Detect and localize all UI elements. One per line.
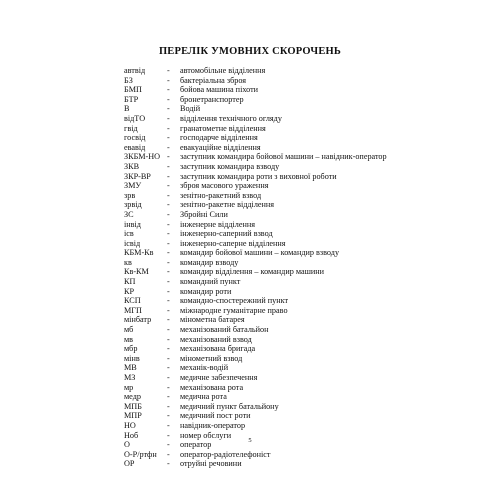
abbreviation-dash: - bbox=[167, 209, 170, 219]
abbreviation-term: зрв bbox=[124, 190, 136, 200]
abbreviation-row bbox=[124, 143, 464, 153]
abbreviation-term: МПР bbox=[124, 411, 142, 421]
abbreviation-row bbox=[124, 191, 464, 201]
abbreviation-row bbox=[124, 277, 464, 287]
abbreviation-row bbox=[124, 258, 464, 268]
abbreviation-term: медр bbox=[124, 392, 141, 402]
abbreviation-dash: - bbox=[167, 200, 170, 210]
abbreviation-row bbox=[124, 315, 464, 325]
abbreviation-dash: - bbox=[167, 325, 170, 335]
abbreviation-dash: - bbox=[167, 296, 170, 306]
abbreviation-definition: мінометна батарея bbox=[180, 315, 245, 325]
abbreviation-row bbox=[124, 95, 464, 105]
abbreviation-row bbox=[124, 239, 464, 249]
abbreviation-term: гвід bbox=[124, 123, 138, 133]
abbreviation-term: КП bbox=[124, 277, 136, 287]
abbreviation-term: автвід bbox=[124, 66, 146, 75]
abbreviation-dash: - bbox=[167, 181, 170, 191]
abbreviation-row bbox=[124, 459, 464, 469]
abbreviation-dash: - bbox=[167, 392, 170, 402]
abbreviation-dash: - bbox=[167, 123, 170, 133]
abbreviation-dash: - bbox=[167, 344, 170, 354]
abbreviation-row bbox=[124, 344, 464, 354]
abbreviation-definition: бойова машина піхоти bbox=[180, 85, 259, 95]
abbreviation-dash: - bbox=[167, 440, 170, 450]
abbreviation-definition: отруйні речовини bbox=[180, 459, 242, 469]
abbreviation-definition: номер обслуги bbox=[180, 430, 232, 440]
abbreviation-row bbox=[124, 287, 464, 297]
abbreviation-definition: командир роти bbox=[180, 286, 232, 296]
abbreviation-row bbox=[124, 181, 464, 191]
abbreviation-dash: - bbox=[167, 267, 170, 277]
abbreviation-row bbox=[124, 402, 464, 412]
abbreviation-term: мбр bbox=[124, 344, 138, 354]
abbreviation-term: Ноб bbox=[124, 430, 139, 440]
abbreviation-definition: механізована рота bbox=[180, 382, 244, 392]
abbreviation-definition: інженерне відділення bbox=[180, 219, 256, 229]
abbreviation-definition: медичний пост роти bbox=[180, 411, 251, 421]
abbreviation-term: мр bbox=[124, 382, 134, 392]
abbreviation-row bbox=[124, 325, 464, 335]
abbreviation-definition: командир відділення – командир машини bbox=[180, 267, 325, 277]
abbreviation-row bbox=[124, 200, 464, 210]
abbreviation-row bbox=[124, 306, 464, 316]
abbreviation-row bbox=[124, 104, 464, 114]
abbreviation-row bbox=[124, 76, 464, 86]
abbreviation-row bbox=[124, 229, 464, 239]
abbreviation-dash: - bbox=[167, 373, 170, 382]
abbreviation-row bbox=[124, 172, 464, 182]
abbreviation-row bbox=[124, 152, 464, 162]
abbreviation-dash: - bbox=[167, 85, 170, 95]
page-title: ПЕРЕЛІК УМОВНИХ СКОРОЧЕНЬ bbox=[158, 46, 342, 57]
abbreviation-term: КСП bbox=[124, 296, 141, 306]
abbreviation-row bbox=[124, 267, 464, 277]
abbreviation-term: Кв-КМ bbox=[124, 267, 149, 277]
abbreviation-definition: медичне забезпечення bbox=[180, 373, 258, 382]
abbreviation-dash: - bbox=[167, 238, 170, 248]
abbreviation-dash: - bbox=[167, 449, 170, 459]
abbreviation-term: зрвід bbox=[124, 200, 142, 210]
abbreviation-definition: гранатометне відділення bbox=[180, 123, 266, 133]
abbreviation-definition: медична рота bbox=[180, 392, 227, 402]
abbreviation-term: кв bbox=[124, 257, 132, 267]
abbreviation-term: ісвід bbox=[124, 238, 141, 248]
abbreviation-definition: механізований батальйон bbox=[180, 325, 269, 335]
abbreviation-definition: мінометний взвод bbox=[180, 353, 243, 363]
abbreviation-definition: евакуаційне відділення bbox=[180, 142, 261, 152]
abbreviation-term: ОР bbox=[124, 459, 135, 469]
abbreviation-term: О bbox=[124, 440, 130, 450]
abbreviation-dash: - bbox=[167, 152, 170, 162]
abbreviation-dash: - bbox=[167, 133, 170, 143]
abbreviation-list bbox=[124, 66, 464, 469]
abbreviation-dash: - bbox=[167, 257, 170, 267]
abbreviation-row bbox=[124, 421, 464, 431]
abbreviation-term: МГП bbox=[124, 305, 142, 315]
abbreviation-term: мв bbox=[124, 334, 134, 344]
abbreviation-term: ЗС bbox=[124, 209, 134, 219]
abbreviation-dash: - bbox=[167, 363, 170, 373]
abbreviation-row bbox=[124, 411, 464, 421]
abbreviation-definition: бронетранспортер bbox=[180, 94, 244, 104]
abbreviation-row bbox=[124, 114, 464, 124]
abbreviation-dash: - bbox=[167, 142, 170, 152]
abbreviation-row bbox=[124, 363, 464, 373]
abbreviation-dash: - bbox=[167, 353, 170, 363]
abbreviation-row bbox=[124, 296, 464, 306]
abbreviation-row bbox=[124, 248, 464, 258]
abbreviation-definition: оператор bbox=[180, 440, 212, 450]
abbreviation-definition: Збройні Сили bbox=[180, 209, 228, 219]
abbreviation-dash: - bbox=[167, 315, 170, 325]
abbreviation-term: відТО bbox=[124, 113, 146, 123]
abbreviation-dash: - bbox=[167, 401, 170, 411]
abbreviation-dash: - bbox=[167, 219, 170, 229]
abbreviation-row bbox=[124, 392, 464, 402]
abbreviation-row bbox=[124, 335, 464, 345]
abbreviation-term: МВ bbox=[124, 363, 137, 373]
abbreviation-definition: відділення технічного огляду bbox=[180, 113, 282, 123]
abbreviation-row bbox=[124, 124, 464, 134]
abbreviation-term: мінбатр bbox=[124, 315, 152, 325]
abbreviation-definition: командний пункт bbox=[180, 277, 241, 287]
abbreviation-term: ісв bbox=[124, 229, 134, 239]
abbreviation-definition: зброя масового ураження bbox=[180, 181, 269, 191]
abbreviation-row bbox=[124, 210, 464, 220]
abbreviation-term: БТР bbox=[124, 94, 139, 104]
abbreviation-dash: - bbox=[167, 459, 170, 469]
abbreviation-definition: зенітно-ракетне відділення bbox=[180, 200, 275, 210]
abbreviation-term: В bbox=[124, 104, 130, 114]
abbreviation-term: КБМ-Кв bbox=[124, 248, 154, 258]
abbreviation-definition: механізована бригада bbox=[180, 344, 256, 354]
abbreviation-term: БЗ bbox=[124, 75, 133, 85]
abbreviation-dash: - bbox=[167, 113, 170, 123]
abbreviation-dash: - bbox=[167, 94, 170, 104]
abbreviation-dash: - bbox=[167, 411, 170, 421]
abbreviation-dash: - bbox=[167, 334, 170, 344]
abbreviation-dash: - bbox=[167, 66, 170, 75]
abbreviation-definition: командир взводу bbox=[180, 257, 239, 267]
abbreviation-definition: медичний пункт батальйону bbox=[180, 401, 279, 411]
abbreviation-row bbox=[124, 354, 464, 364]
abbreviation-dash: - bbox=[167, 430, 170, 440]
abbreviation-term: евавід bbox=[124, 142, 146, 152]
abbreviation-definition: механік-водій bbox=[180, 363, 229, 373]
abbreviation-term: ЗМУ bbox=[124, 181, 142, 191]
abbreviation-dash: - bbox=[167, 190, 170, 200]
abbreviation-definition: навідник-оператор bbox=[180, 420, 246, 430]
abbreviation-dash: - bbox=[167, 305, 170, 315]
abbreviation-dash: - bbox=[167, 420, 170, 430]
abbreviation-definition: інженерно-саперне відділення bbox=[180, 238, 286, 248]
abbreviation-dash: - bbox=[167, 229, 170, 239]
abbreviation-dash: - bbox=[167, 248, 170, 258]
abbreviation-definition: командно-спостережний пункт bbox=[180, 296, 289, 306]
abbreviation-dash: - bbox=[167, 75, 170, 85]
abbreviation-definition: бактеріальна зброя bbox=[180, 75, 247, 85]
abbreviation-dash: - bbox=[167, 171, 170, 181]
abbreviation-term: ЗКР-ВР bbox=[124, 171, 151, 181]
page-number: 5 bbox=[248, 437, 252, 444]
abbreviation-row bbox=[124, 133, 464, 143]
abbreviation-term: КР bbox=[124, 286, 135, 296]
abbreviation-row bbox=[124, 220, 464, 230]
abbreviation-row bbox=[124, 383, 464, 393]
abbreviation-definition: командир бойової машини – командир взводу bbox=[180, 248, 340, 258]
abbreviation-definition: Водій bbox=[180, 104, 201, 114]
abbreviation-term: ЗКВ bbox=[124, 161, 140, 171]
abbreviation-row bbox=[124, 450, 464, 460]
abbreviation-definition: заступник командира бойової машини – навідник-оператор bbox=[180, 152, 387, 162]
abbreviation-dash: - bbox=[167, 161, 170, 171]
abbreviation-term: госвід bbox=[124, 133, 146, 143]
abbreviation-row bbox=[124, 373, 464, 383]
abbreviation-definition: автомобільне відділення bbox=[180, 66, 266, 75]
abbreviation-term: О-Р/ртфн bbox=[124, 449, 157, 459]
abbreviation-definition: заступник командира роти з виховної роботи bbox=[180, 171, 337, 181]
abbreviation-term: інвід bbox=[124, 219, 141, 229]
abbreviation-row bbox=[124, 85, 464, 95]
abbreviation-term: МПБ bbox=[124, 401, 142, 411]
abbreviation-term: мб bbox=[124, 325, 134, 335]
abbreviation-dash: - bbox=[167, 286, 170, 296]
abbreviation-term: НО bbox=[124, 420, 136, 430]
abbreviation-definition: міжнародне гуманітарне право bbox=[180, 305, 288, 315]
abbreviation-term: мінв bbox=[124, 353, 140, 363]
abbreviation-row bbox=[124, 66, 464, 76]
abbreviation-definition: механізований взвод bbox=[180, 334, 252, 344]
abbreviation-definition: господарче відділення bbox=[180, 133, 258, 143]
abbreviation-term: ЗКБМ-НО bbox=[124, 152, 161, 162]
abbreviation-term: МЗ bbox=[124, 373, 136, 382]
abbreviation-dash: - bbox=[167, 382, 170, 392]
abbreviation-definition: зенітно-ракетний взвод bbox=[180, 190, 262, 200]
abbreviation-dash: - bbox=[167, 104, 170, 114]
abbreviation-term: БМП bbox=[124, 85, 142, 95]
abbreviation-dash: - bbox=[167, 277, 170, 287]
abbreviation-row bbox=[124, 162, 464, 172]
abbreviation-definition: інженерно-саперний взвод bbox=[180, 229, 273, 239]
abbreviation-definition: заступник командира взводу bbox=[180, 161, 280, 171]
abbreviation-definition: оператор-радіотелефоніст bbox=[180, 449, 271, 459]
